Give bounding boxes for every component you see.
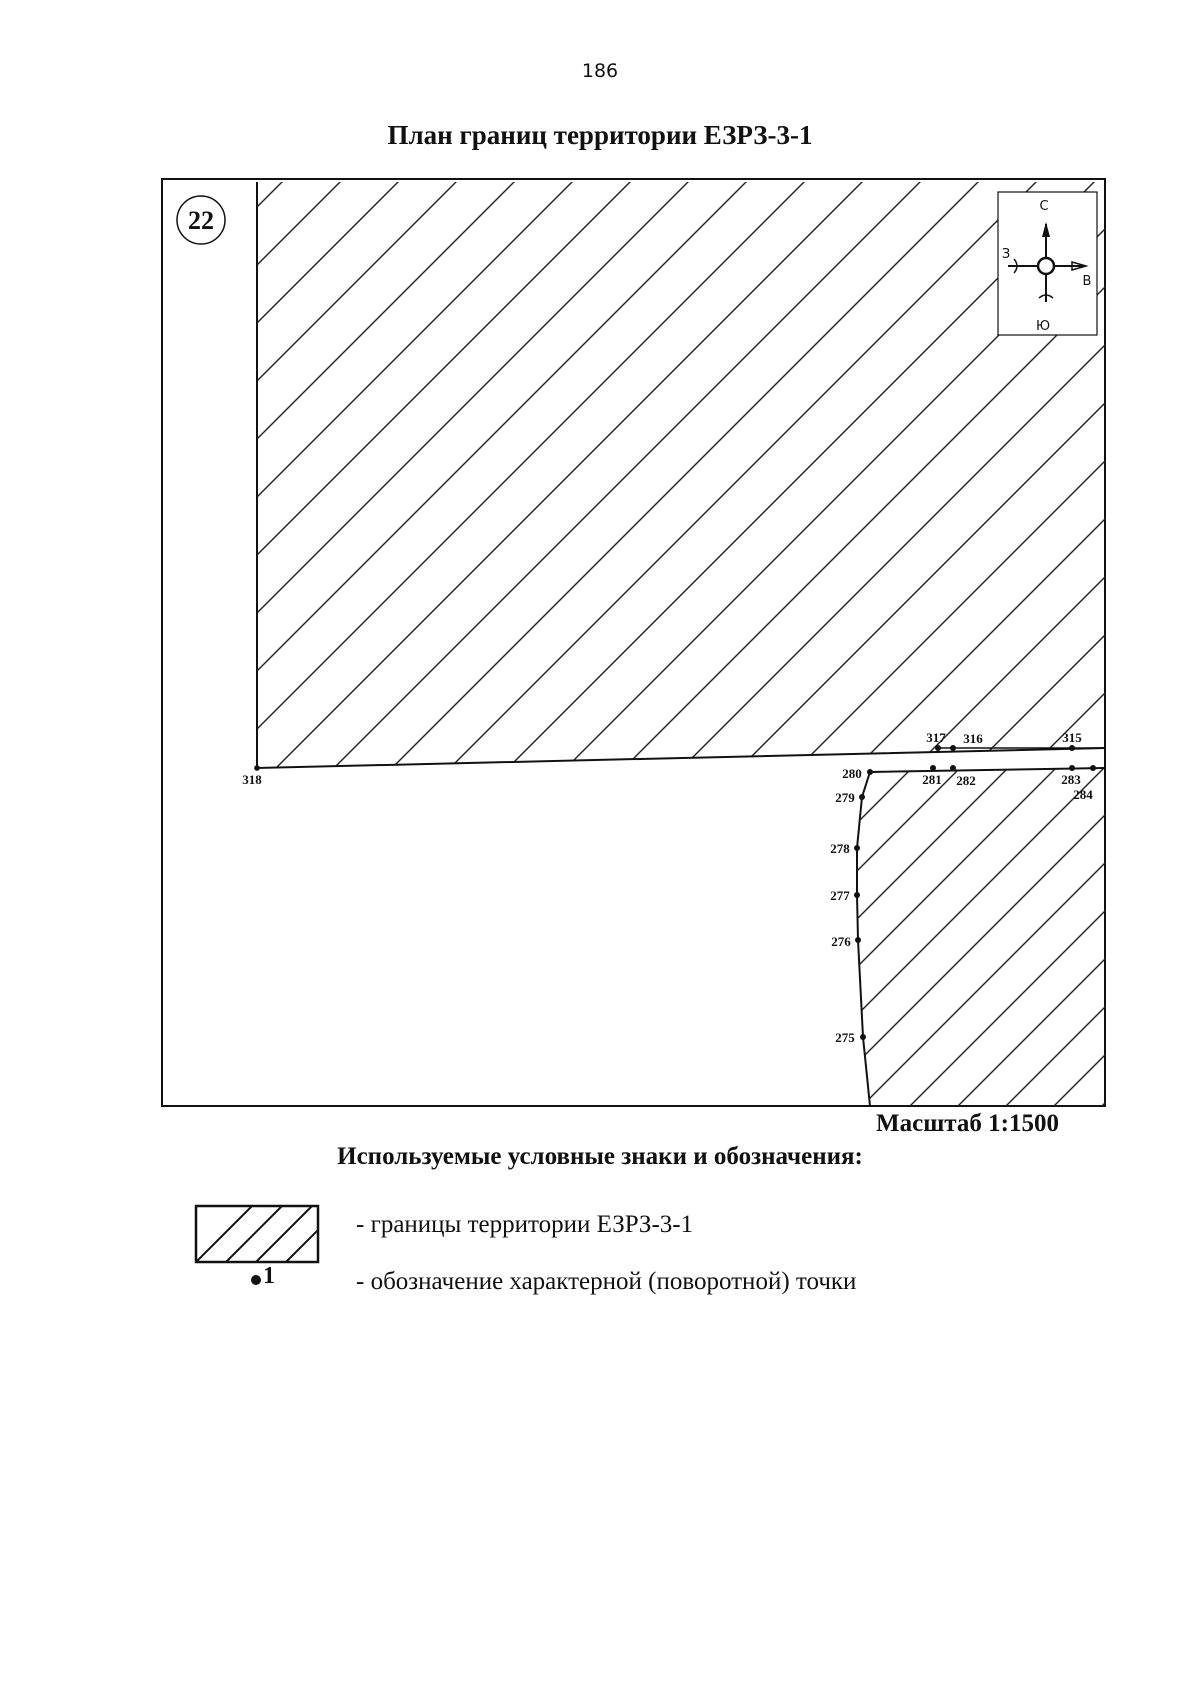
point-label-284: 284 [1073,787,1093,802]
point-label-283: 283 [1061,772,1081,787]
sheet-number: 22 [188,206,214,235]
legend-heading: Используемые условные знаки и обозначения: [337,1143,863,1170]
point-label-315: 315 [1062,730,1082,745]
point-315 [1069,745,1075,751]
point-317 [935,745,941,751]
point-label-281: 281 [922,772,942,787]
point-label-276: 276 [831,934,851,949]
point-label-278: 278 [830,841,850,856]
hatch-line [1178,0,1200,1200]
hatch-line [1152,0,1200,1200]
legend-point-description: - обозначение характерной (поворотной) точки [356,1268,857,1295]
hatch-line [0,0,96,1200]
point-label-317: 317 [926,730,946,745]
point-label-277: 277 [830,888,850,903]
point-316 [950,745,956,751]
map-scale: Масштаб 1:1500 [876,1110,1059,1137]
point-276 [855,937,861,943]
point-275 [860,1034,866,1040]
hatch-line [0,0,174,1200]
point-label-282: 282 [956,773,976,788]
legend-point-label: 1 [263,1263,275,1289]
hatch-line [0,0,58,1200]
compass-south: Ю [1035,319,1051,334]
point-282 [950,765,956,771]
plan-title: План границ территории ЕЗРЗ-3-1 [387,120,813,150]
compass-center-icon [1038,258,1054,274]
hatch-line [0,0,48,1200]
territory-boundary-lower [857,768,1105,1106]
hatch-line [0,0,144,1200]
legend-hatch-description: - границы территории ЕЗРЗ-3-1 [356,1211,694,1238]
legend-point-marker [251,1275,261,1285]
page-number: 186 [581,60,619,82]
compass-rose [998,192,1097,335]
point-label-280: 280 [842,766,862,781]
point-318 [254,765,260,771]
compass-north: С [1039,199,1049,214]
hatch-line [0,0,116,1200]
point-278 [854,845,860,851]
point-284 [1090,765,1096,771]
compass-east: В [1082,274,1092,289]
characteristic-points [254,745,1096,1040]
point-281 [930,765,936,771]
compass-west: З [1001,247,1011,262]
point-280 [867,769,873,775]
point-label-275: 275 [835,1030,855,1045]
point-label-318: 318 [242,772,262,787]
point-283 [1069,765,1075,771]
legend-hatch-swatch [196,1206,342,1262]
hatch-line [1104,0,1200,1200]
territory-boundary-upper [257,182,1105,768]
hatch-line [1120,0,1200,1200]
point-label-279: 279 [835,790,855,805]
point-label-316: 316 [963,731,983,746]
point-279 [859,794,865,800]
point-277 [854,892,860,898]
